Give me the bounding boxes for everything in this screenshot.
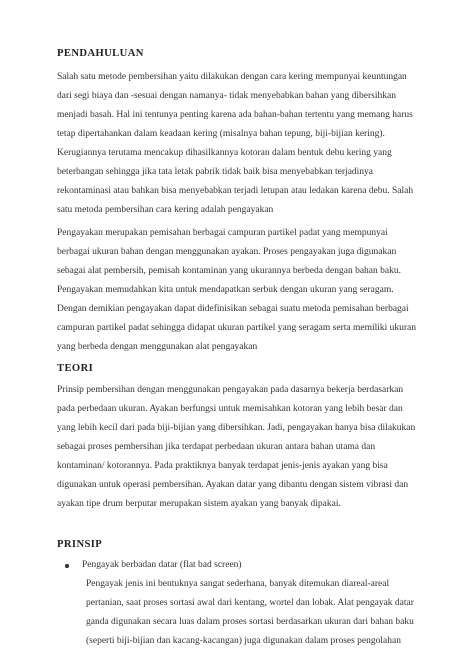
section-heading-teori: TEORI bbox=[57, 363, 94, 374]
bullet-item-title: Pengayak berbadan datar (flat bad screen) bbox=[82, 560, 242, 570]
list-item bbox=[57, 556, 422, 651]
bullet-item-body: Pengayak jenis ini bentuknya sangat sederhana, banyak ditemukan diareal-areal pertanian, saat proses sortasi awal dari kentang, wortel dan lobak. Alat pengayak datar ganda digunakan secara luas dalam proses sortasi berdasarkan ukuran dari bahan baku (seperti biji-bijian dan kacang-kacangan) juga digunakan dalam proses pengolahan bbox=[86, 579, 414, 646]
section-heading-prinsip: PRINSIP bbox=[57, 539, 103, 550]
pendahuluan-paragraph-2: Pengayakan merupakan pemisahan berbagai campuran partikel padat yang mempunyai berbagai ukuran bahan dengan menggunakan ayakan. Proses pengayakan juga digunakan sebagai alat pembersih, pemisah kontaminan yang ukurannya berbeda dengan bahan baku. Pengayakan memudahkan kita untuk mendapatkan serbuk dengan ukuran yang seragam. Dengan demikian pengayakan dapat didefinisikan sebagai suatu metoda pemisahan berbagai campuran partikel padat sehingga didapat ukuran partikel yang seragam serta memiliki ukuran yang berbeda dengan menggunakan alat pengayakan bbox=[57, 228, 417, 352]
teori-paragraph: Prinsip pembersihan dengan menggunakan pengayakan pada dasarnya bekerja berdasarkan pada perbedaan ukuran. Ayakan berfungsi untuk memisahkan kotoran yang lebih besar dan yang lebih kecil dari pada biji-bijian yang dibersihkan. Jadi, pengayakan hanya bisa dilakukan sebagai proses pembersihan jika terdapat perbedaan ukuran antara bahan utama dan kontaminan/ kotorannya. Pada praktiknya banyak terdapat jenis-jenis ayakan yang bisa digunakan untuk operasi pembersihan. Ayakan datar yang dibantu dengan sistem vibrasi dan ayakan tipe drum berputar merupakan sistem ayakan yang banyak dipakai. bbox=[57, 385, 416, 509]
prinsip-bullet-list bbox=[57, 556, 422, 651]
section-heading-pendahuluan: PENDAHULUAN bbox=[57, 48, 144, 59]
bullet-icon bbox=[65, 564, 69, 568]
pendahuluan-paragraph-1: Salah satu metode pembersihan yaitu dilakukan dengan cara kering mempunyai keuntungan dari segi biaya dan -sesuai dengan namanya- tidak menyebabkan bahan yang dibersihkan menjadi basah. Hal ini tentunya penting karena ada bahan-bahan tertentu yang memang harus tetap dipertahankan dalam keadaan kering (misalnya bahan tepung, biji-bijian kering). Kerugiannya terutama mencakup dihasilkannya kotoran dalam bentuk debu kering yang beterbangan sehingga jika tata letak pabrik tidak baik bisa menyebabkan terjadinya rekontaminasi atau bahkan bisa menyebabkan terjadi letupan atau ledakan karena debu. Salah satu metoda pembersihan cara kering adalah pengayakan bbox=[57, 72, 414, 215]
